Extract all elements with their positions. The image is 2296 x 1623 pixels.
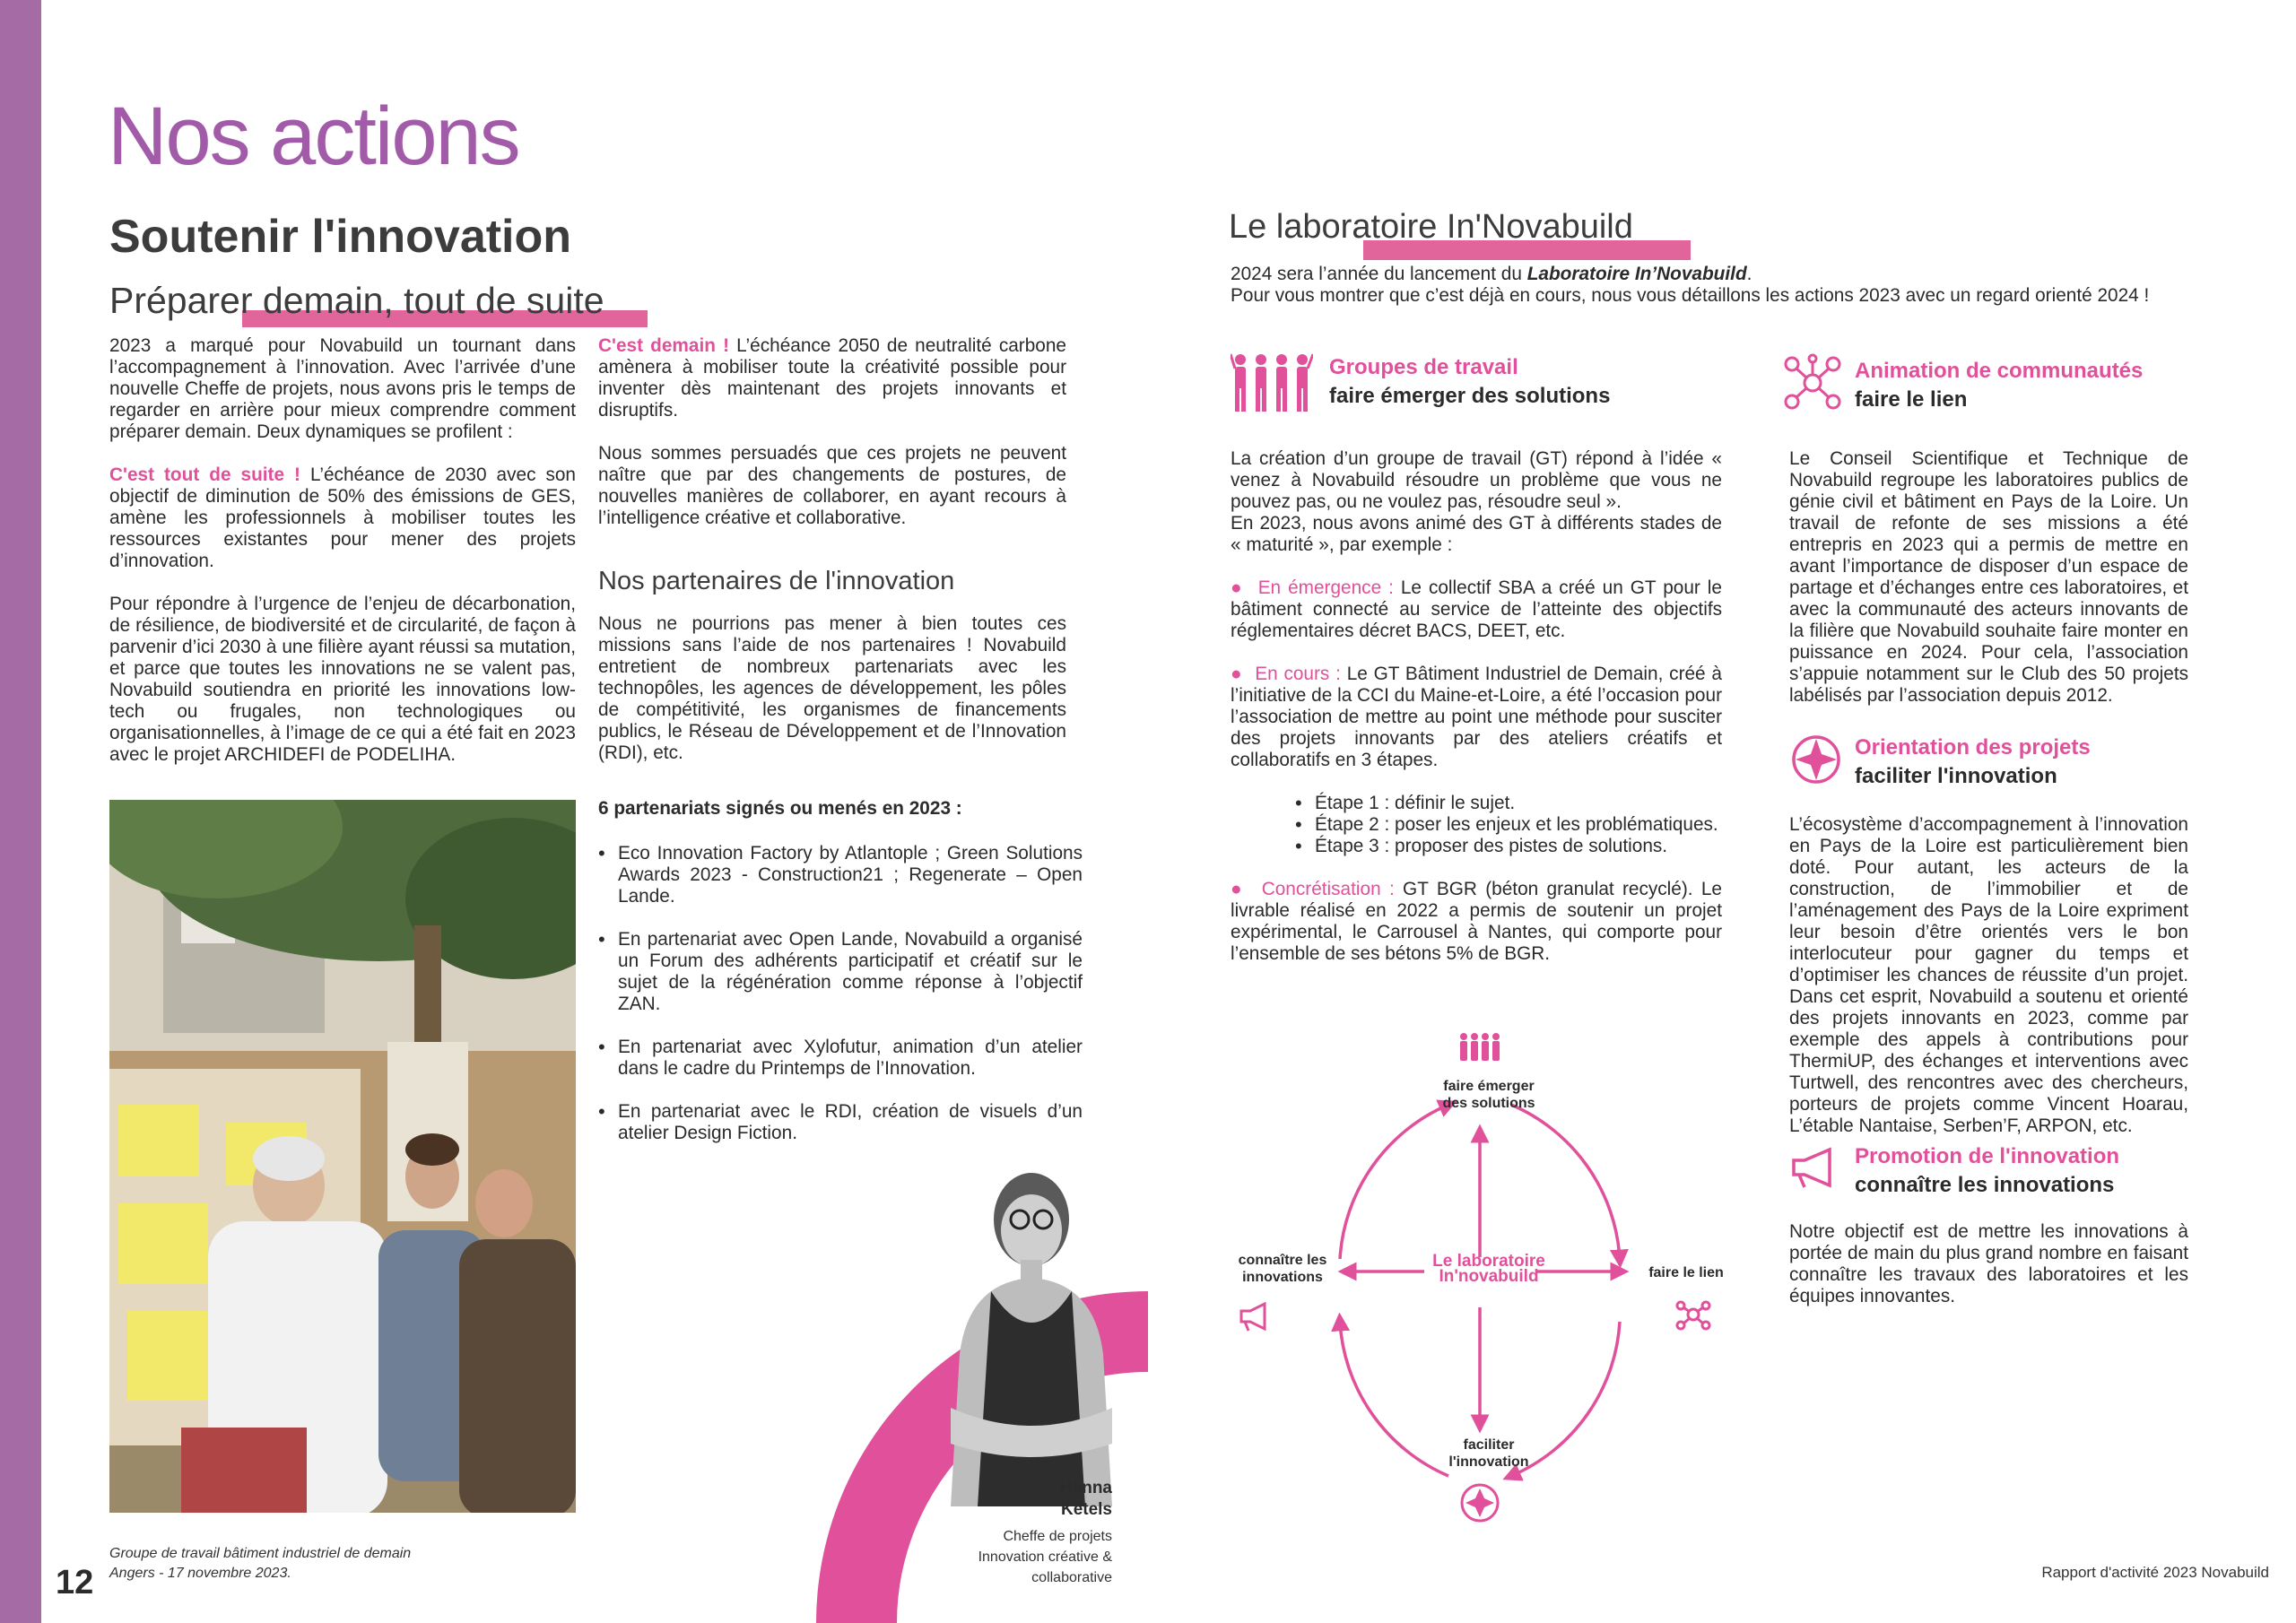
encours-text: Le GT Bâtiment Industriel de Demain, créé à l’initiative de la CCI du Maine-et-Loire, a été l’occasion pour l’association de mettre au point une méthode pour susciter des projets innovants par des ateliers créatifs et collaboratifs en 3 étapes. — [1231, 664, 1722, 770]
now-label: C'est tout de suite ! — [109, 464, 300, 485]
orientation-subtitle: faciliter l'innovation — [1855, 764, 2057, 788]
emergence-paragraph: ● En émergence : Le collectif SBA a créé un GT pour le bâtiment connecté au service de l’atteinte des objectifs réglementaires décret BACS, DEET, etc. — [1231, 577, 1722, 641]
diagram-label-top-line-1: faire émerger — [1443, 1079, 1535, 1094]
partners-paragraph: Nous ne pourrions pas mener à bien toutes ces missions sans l’aide de nos partenaires ! Novabuild entretient de nombreux partenariats avec les technopôles, les agences de développement, les pôles de compétitivité, les organismes de financements publics, le Réseau de Développement et de l’Innovation (RDI), etc. — [598, 613, 1066, 763]
network-icon — [1781, 353, 1844, 412]
diagram-label-top-line-2: des solutions — [1442, 1096, 1535, 1111]
page-sidebar-band — [0, 0, 41, 1623]
workshop-photo-illustration — [109, 800, 576, 1513]
orientation-title: Orientation des projets — [1855, 735, 2091, 759]
groups-text — [1231, 448, 1722, 986]
diagram-label-left — [1229, 1252, 1336, 1286]
groups-p2: En 2023, nous avons animé des GT à différents stades de « maturité », par exemple : — [1231, 513, 1722, 555]
network-icon — [1677, 1302, 1709, 1329]
photo-caption-line-2: Angers - 17 novembre 2023. — [109, 1566, 291, 1581]
encours-paragraph: ● En cours : Le GT Bâtiment Industriel de Demain, créé à l’initiative de la CCI du Maine-et-Loire, a été l’occasion pour l’association de mettre au point une méthode pour susciter des projets innovants par des ateliers créatifs et collaboratifs en 3 étapes. — [1231, 664, 1722, 770]
photo-caption — [109, 1544, 576, 1584]
people-group-icon — [1460, 1033, 1500, 1061]
workshop-photo — [109, 800, 576, 1513]
section-subheading: Préparer demain, tout de suite — [109, 280, 604, 321]
portrait-person-icon — [951, 1173, 1112, 1506]
list-item: • Étape 1 : définir le sujet. — [1295, 793, 1722, 814]
lab-intro — [1231, 264, 2244, 307]
person-role-line-2: Innovation créative & — [978, 1549, 1112, 1565]
diagram-center-line-2: In'novabuild — [1439, 1267, 1539, 1286]
tomorrow-paragraph — [598, 335, 1066, 421]
lab-intro-line-2: Pour vous montrer que c’est déjà en cours, nous vous détaillons les actions 2023 avec un regard orienté 2024 ! — [1231, 285, 2150, 306]
groups-p1: La création d’un groupe de travail (GT) répond à l’idée « venez à Novabuild résoudre un problème que vous ne pouvez pas, ou ne voulez pas, résoudre seul ». — [1231, 448, 1722, 512]
list-item: • En partenariat avec Open Lande, Novabuild a organisé un Forum des adhérents participatif et créatif sur le sujet de la régénération comme réponse à l’objectif ZAN. — [598, 929, 1083, 1015]
concret-text: GT BGR (béton granulat recyclé). Le livrable réalisé en 2022 a permis de soutenir un projet expérimental, le Carrousel à Nantes, qui comporte pour l’ensemble de ses bétons 5% de BGR. — [1231, 879, 1723, 964]
emergence-text: Le collectif SBA a créé un GT pour le bâtiment connecté au service de l’atteinte des objectifs réglementaires décret BACS, DEET, etc. — [1231, 577, 1722, 641]
intro-paragraph: 2023 a marqué pour Novabuild un tournant dans l’accompagnement à l’innovation. Avec l’arrivée d’une nouvelle Cheffe de projets, nous avons pris le temps de regarder en arrière pour mieux comprendre comment préparer demain. Deux dynamiques se profilent : — [109, 335, 576, 442]
people-group-icon — [1231, 352, 1313, 413]
tomorrow-label: C'est demain ! — [598, 335, 730, 356]
person-first-name: Hanna — [1059, 1479, 1112, 1497]
community-text: Le Conseil Scientifique et Technique de Novabuild regroupe les laboratoires publics de génie civil et bâtiment en Pays de la Loire. Un travail de refonte de ses missions a été entrepris en 2023 qui a permis de mettre en avant l’importance de disposer d’un espace de partage et d’échanges entre ces laboratoires, et avec la communauté des acteurs innovants de la filière que Novabuild souhaite faire monter en puissance en 2024. Pour cela, l’association s’appuie notamment sur le Club des 50 projets labélisés par l’association depuis 2012. — [1789, 448, 2188, 706]
lab-intro-pre: 2024 sera l’année du lancement du — [1231, 264, 1527, 284]
compass-icon — [1462, 1485, 1498, 1521]
diagram-center-label — [1408, 1254, 1570, 1284]
person-last-name: Ketels — [1060, 1500, 1112, 1519]
left-text-column — [109, 335, 576, 787]
emergence-label: En émergence : — [1257, 577, 1394, 598]
partners-heading: Nos partenaires de l'innovation — [598, 567, 955, 595]
cycle-arrow-top-right — [1511, 1105, 1620, 1259]
person-role-line-1: Cheffe de projets — [1003, 1529, 1112, 1544]
diagram-label-bottom-line-2: l'innovation — [1448, 1454, 1529, 1470]
megaphone-icon — [1790, 1146, 1837, 1193]
diagram-center-line-1: Le laboratoire — [1432, 1252, 1545, 1271]
community-title: Animation de communautés — [1855, 359, 2144, 383]
orientation-text: L’écosystème d’accompagnement à l’innovation en Pays de la Loire est particulièrement bien doté. Pour autant, les acteurs de la construction, de l’immobilier et de l’aménagement des Pays de la Loire expriment leur besoin d’être orientés vers le bon interlocuteur pour gagner du temps et d’optimiser les chances de réussite d’un projet. Dans cet esprit, Novabuild a soutenu et orienté des projets innovants en 2023, comme par exemple des appels à contributions pour ThermiUP, des échanges et interventions avec Turtwell, des rencontres avec des chercheurs, porteurs de projets comme Vincent Hoarau, L’étable Nantaise, Serben’F, ARPON, etc. — [1789, 814, 2188, 1136]
list-item: • Eco Innovation Factory by Atlantople ; Green Solutions Awards 2023 - Construction21 ; Regenerate – Open Lande. — [598, 843, 1083, 907]
concret-paragraph: ● Concrétisation : GT BGR (béton granulat recyclé). Le livrable réalisé en 2022 a permis de soutenir un projet expérimental, le Carrousel à Nantes, qui comporte pour l’ensemble de ses bétons 5% de BGR. — [1231, 879, 1723, 964]
promotion-subtitle: connaître les innovations — [1855, 1173, 2115, 1197]
now-text: L’échéance de 2030 avec son objectif de diminution de 50% des émissions de GES, amène les professionnels à mobiliser toutes les ressources existantes pour mener des projets d’innovation. — [109, 464, 576, 571]
section-heading: Soutenir l'innovation — [109, 211, 572, 263]
lab-intro-line-1 — [1231, 264, 2244, 285]
diagram-label-bottom — [1426, 1436, 1552, 1471]
middle-text-column — [598, 335, 1066, 551]
urgency-paragraph: Pour répondre à l’urgence de l’enjeu de décarbonation, de résilience, de biodiversité et de circularité, de façon à parvenir d’ici 2030 à une filière ayant réussi sa mutation, et parce que toutes les innovations ne se valent pas, Novabuild soutiendra en priorité les innovations low-tech ou frugales, non technologiques ou organisationnelles, à l’image de ce qui a été fait en 2023 avec le projet ARCHIDEFI de PODELIHA. — [109, 594, 576, 765]
photo-caption-line-1: Groupe de travail bâtiment industriel de demain — [109, 1546, 412, 1561]
page-title: Nos actions — [108, 91, 519, 182]
list-item: • En partenariat avec Xylofutur, animation d’un atelier dans le cadre du Printemps de l’Innovation. — [598, 1037, 1083, 1080]
encours-label: En cours : — [1255, 664, 1341, 684]
partnerships-heading: 6 partenariats signés ou menés en 2023 : — [598, 798, 962, 819]
person-role-line-3: collaborative — [1031, 1570, 1112, 1585]
lab-heading: Le laboratoire In'Novabuild — [1229, 208, 1633, 246]
person-role — [915, 1526, 1112, 1588]
promotion-text: Notre objectif est de mettre les innovations à portée de main du plus grand nombre en faisant connaître les travaux des laboratoires et les équipes innovantes. — [1789, 1221, 2188, 1306]
concret-label: Concrétisation : — [1261, 879, 1395, 899]
lab-intro-emphasis: Laboratoire In’Novabuild — [1526, 264, 1747, 284]
diagram-label-top — [1417, 1078, 1561, 1112]
promotion-title: Promotion de l'innovation — [1855, 1144, 2120, 1168]
cycle-arrow-top-left — [1340, 1105, 1448, 1259]
groups-subtitle: faire émerger des solutions — [1329, 384, 1611, 408]
list-item: • Étape 3 : proposer des pistes de solutions. — [1295, 836, 1722, 857]
page-number: 12 — [56, 1564, 94, 1601]
now-paragraph — [109, 464, 576, 572]
compass-icon — [1790, 733, 1842, 785]
megaphone-icon — [1241, 1304, 1265, 1331]
diagram-label-left-line-1: connaître les — [1238, 1253, 1327, 1268]
diagram-label-left-line-2: innovations — [1242, 1270, 1323, 1285]
tomorrow-text: L’échéance 2050 de neutralité carbone amènera à mobiliser toute la créativité possible pour inventer dès maintenant des projets innovants et disruptifs. — [598, 335, 1066, 421]
list-item: • Étape 2 : poser les enjeux et les problématiques. — [1295, 814, 1722, 836]
page-footer: Rapport d'activité 2023 Novabuild — [2041, 1564, 2269, 1581]
conviction-paragraph: Nous sommes persuadés que ces projets ne peuvent naître que par des changements de postures, de nouvelles manières de collaborer, en ayant recours à l’intelligence créative et collaborative. — [598, 443, 1066, 528]
lab-intro-post: . — [1746, 264, 1752, 284]
diagram-label-bottom-line-1: faciliter — [1463, 1437, 1515, 1453]
list-item: • En partenariat avec le RDI, création de visuels d’un atelier Design Fiction. — [598, 1101, 1083, 1144]
partnerships-list — [598, 843, 1083, 1166]
person-name — [942, 1478, 1112, 1521]
steps-list — [1295, 793, 1722, 857]
community-subtitle: faire le lien — [1855, 387, 1968, 412]
groups-title: Groupes de travail — [1329, 355, 1518, 379]
diagram-label-right: faire le lien — [1648, 1265, 1724, 1280]
